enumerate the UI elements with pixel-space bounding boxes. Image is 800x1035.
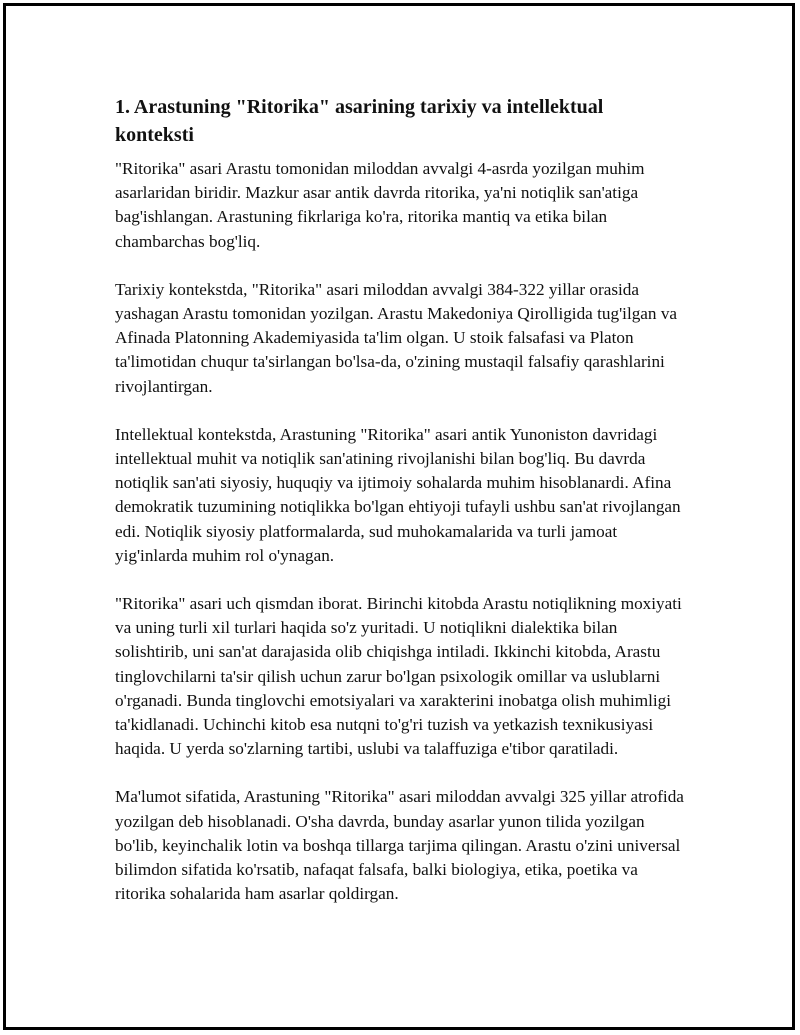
- paragraph-structure: "Ritorika" asari uch qismdan iborat. Birinchi kitobda Arastu notiqlikning moxiyati va uning turli xil turlari haqida so'z yuritadi. U notiqlikni dialektika bilan solishtirib, uni san'at darajasida olib chiqishga intiladi. Ikkinchi kitobda, Arastu tinglovchilarni ta'sir qilish uchun zarur bo'lgan psixologik omillar va uslublarni o'rganadi. Bunda tinglovchi emotsiyalari va xarakterini inobatga olish muhimligi ta'kidlanadi. Uchinchi kitob esa nutqni to'g'ri tuzish va yetkazish texnikusiyasi haqida. U yerda so'zlarning tartibi, uslubi va talaffuziga e'tibor qaratiladi.: [115, 594, 682, 759]
- section-title: 1. Arastuning "Ritorika" asarining tarixiy va intellektual konteksti: [115, 96, 604, 146]
- paragraph-dating: Ma'lumot sifatida, Arastuning "Ritorika" asari miloddan avvalgi 325 yillar atrofida yozilgan deb hisoblanadi. O'sha davrda, bunday asarlar yunon tilida yozilgan bo'lib, keyinchalik lotin va boshqa tillarga tarjima qilingan. Arastu o'zini universal bilimdon sifatida ko'rsatib, nafaqat falsafa, balki biologiya, etika, poetika va ritorika sohalarida ham asarlar qoldirgan.: [115, 787, 684, 904]
- paragraph-intellectual-context: Intellektual kontekstda, Arastuning "Ritorika" asari antik Yunoniston davridagi intellektual muhit va notiqlik san'atining rivojlanishi bilan bog'liq. Bu davrda notiqlik san'ati siyosiy, huquqiy va ijtimoiy sohalarda muhim hisoblanardi. Afina demokratik tuzumining notiqlikka bo'lgan ehtiyoji tufayli ushbu san'at rivojlangan edi. Notiqlik siyosiy platformalarda, sud muhokamalarida va turli jamoat yig'inlarda muhim rol o'ynagan.: [115, 424, 681, 565]
- paragraph-intro: "Ritorika" asari Arastu tomonidan miloddan avvalgi 4-asrda yozilgan muhim asarlaridan biridir. Mazkur asar antik davrda ritorika, ya'ni notiqlik san'atiga bag'ishlangan. Arastuning fikrlariga ko'ra, ritorika mantiq va etika bilan chambarchas bog'liq.: [115, 159, 645, 251]
- paragraph-historical-context: Tarixiy kontekstda, "Ritorika" asari miloddan avvalgi 384-322 yillar orasida yashagan Arastu tomonidan yozilgan. Arastu Makedoniya Qirolligida tug'ilgan va Afinada Platonning Akademiyasida ta'lim olgan. U stoik falsafasi va Platon ta'limotidan chuqur ta'sirlangan bo'lsa-da, o'zining mustaqil falsafiy qarashlarini rivojlantirgan.: [115, 279, 678, 396]
- document-body: [115, 93, 685, 930]
